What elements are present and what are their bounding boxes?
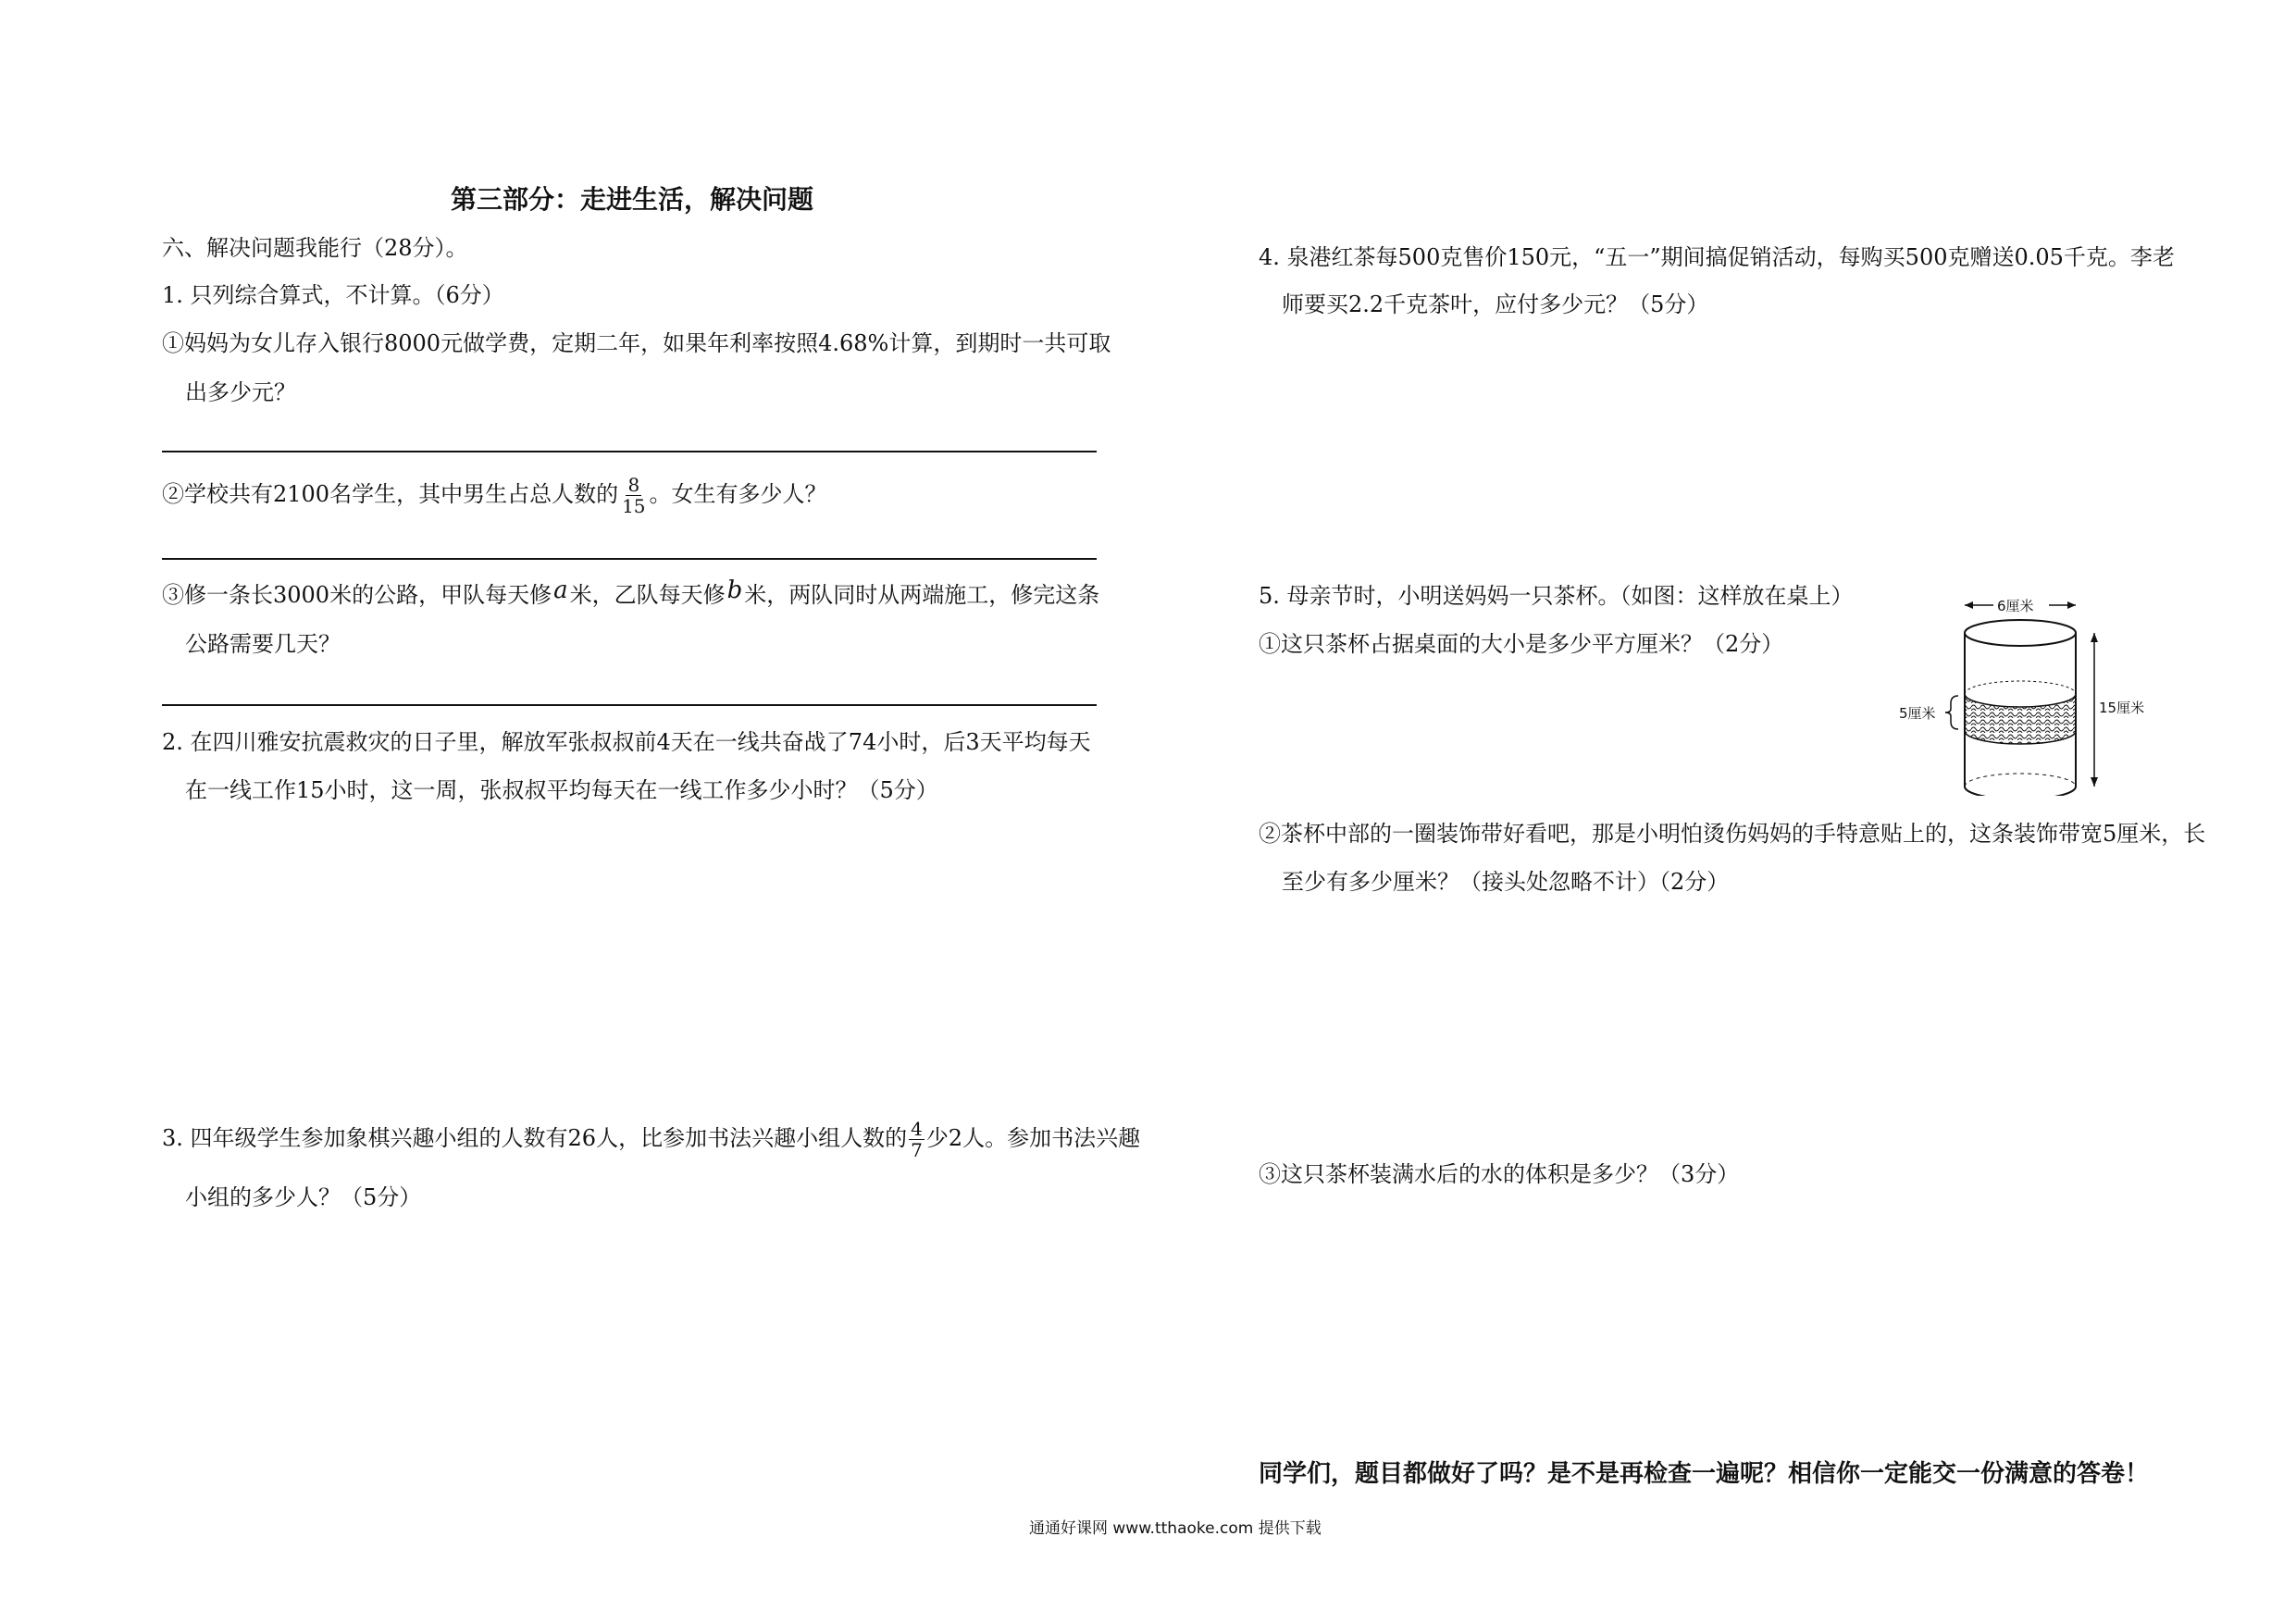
- teacup-figure: [1897, 592, 2147, 796]
- width-label: 6厘米: [1997, 598, 2034, 614]
- q1c-variable-b: b: [726, 576, 743, 604]
- q1a-answer-line[interactable]: [162, 451, 1097, 452]
- height-dimension-arrow: [2091, 633, 2098, 787]
- band-label: 5厘米: [1899, 705, 1936, 722]
- q3-line1: [162, 1116, 1140, 1160]
- q3-line2: 小组的多少人？（5分）: [185, 1184, 422, 1210]
- part6-heading: 六、解决问题我能行（28分）。: [162, 235, 468, 261]
- q1b-fraction-denominator: 15: [622, 495, 646, 517]
- q1b-fraction-numerator: 8: [627, 474, 640, 496]
- q5a-line: ①这只茶杯占据桌面的大小是多少平方厘米？（2分）: [1259, 631, 1784, 657]
- q4-line2: 师要买2.2千克茶叶，应付多少元？（5分）: [1282, 291, 1709, 317]
- cup-top-ellipse: [1965, 620, 2076, 646]
- q5-intro: 5. 母亲节时，小明送妈妈一只茶杯。（如图：这样放在桌上）: [1259, 583, 1854, 609]
- q1c-text-2: 米，乙队每天修: [569, 582, 726, 608]
- height-label: 15厘米: [2099, 700, 2145, 716]
- q3-fraction-denominator: 7: [911, 1139, 923, 1161]
- page-footer: 通通好课网 www.tthaoke.com 提供下载: [1029, 1519, 1322, 1538]
- section-title: 第三部分：走进生活，解决问题: [451, 184, 814, 215]
- q1b-answer-line[interactable]: [162, 558, 1097, 560]
- q5b-line2: 至少有多少厘米？（接头处忽略不计）（2分）: [1282, 869, 1730, 895]
- q1b-fraction: [620, 475, 647, 516]
- q1-heading: 1. 只列综合算式，不计算。（6分）: [162, 282, 504, 308]
- q5b-line1: ②茶杯中部的一圈装饰带好看吧，那是小明怕烫伤妈妈的手特意贴上的，这条装饰带宽5厘米，长: [1259, 821, 2206, 847]
- band-brace: [1945, 696, 1958, 729]
- q1c-answer-line[interactable]: [162, 704, 1097, 706]
- q1a-line2: 出多少元？: [185, 379, 296, 405]
- q3-fraction: [909, 1119, 925, 1160]
- q1c-text-1: ③修一条长3000米的公路，甲队每天修: [162, 582, 552, 608]
- q1b-line: [162, 472, 827, 516]
- q3-text-after: 少2人。参加书法兴趣: [925, 1125, 1141, 1151]
- q1c-line2: 公路需要几天？: [185, 631, 341, 657]
- q2-line2: 在一线工作15小时，这一周，张叔叔平均每天在一线工作多少小时？（5分）: [185, 777, 938, 803]
- cup-bottom-edge: [1965, 787, 2076, 796]
- q4-line1: 4. 泉港红茶每500克售价150元，“五一”期间搞促销活动，每购买500克赠送0.05千克。李老: [1259, 244, 2175, 270]
- q2-line1: 2. 在四川雅安抗震救灾的日子里，解放军张叔叔前4天在一线共奋战了74小时，后3天平均每天: [162, 729, 1091, 755]
- q1c-text-3: 米，两队同时从两端施工，修完这条: [744, 582, 1100, 608]
- q1c-line1: [162, 576, 1100, 610]
- q3-text-before: 3. 四年级学生参加象棋兴趣小组的人数有26人，比参加书法兴趣小组人数的: [162, 1125, 908, 1151]
- q3-fraction-numerator: 4: [911, 1118, 923, 1140]
- q1a-line1: ①妈妈为女儿存入银行8000元做学费，定期二年，如果年利率按照4.68%计算，到期时一共可取: [162, 330, 1111, 356]
- q1c-variable-a: a: [553, 576, 568, 604]
- closing-message: 同学们，题目都做好了吗？是不是再检查一遍呢？相信你一定能交一份满意的答卷！: [1259, 1460, 2150, 1488]
- q1b-text-after: 。女生有多少人？: [649, 481, 827, 507]
- q5c-line: ③这只茶杯装满水后的水的体积是多少？（3分）: [1259, 1161, 1740, 1187]
- q1b-text-before: ②学校共有2100名学生，其中男生占总人数的: [162, 481, 619, 507]
